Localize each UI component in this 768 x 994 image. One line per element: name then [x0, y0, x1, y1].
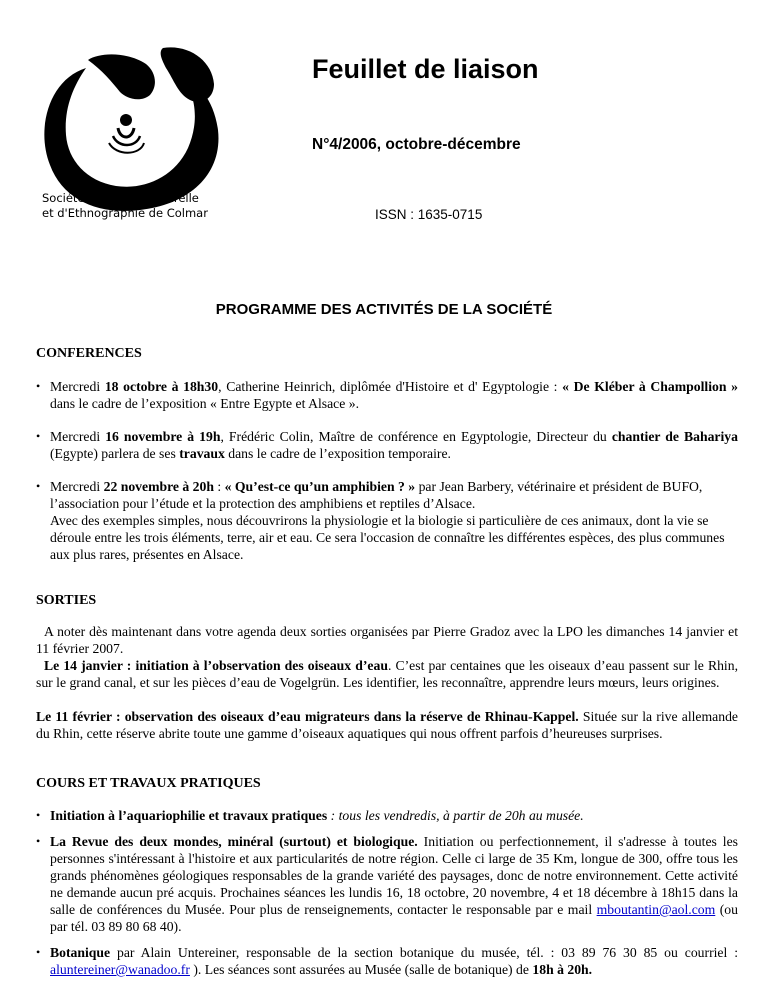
cours-item: • Initiation à l’aquariophilie et travaux pratiques : tous les vendredis, à partir de 20h au musée.: [36, 807, 738, 824]
program-title: PROGRAMME DES ACTIVITÉS DE LA SOCIÉTÉ: [215, 301, 553, 318]
sortie-1: Le 14 janvier : initiation à l’observation des oiseaux d’eau. C’est par centaines que les oiseaux d’eau passent sur le Rhin, sur le grand canal, et sur les pièces d’eau de Vogelgrün. Les identifier, les reconnaître, apprendre leurs mœurs, leurs origines.: [36, 658, 738, 690]
issn: ISSN : 1635-0715: [375, 207, 483, 222]
email-link-mboutantin[interactable]: mboutantin@aol.com: [596, 902, 716, 917]
email-link-aluntereiner[interactable]: aluntereiner@wanadoo.fr: [50, 962, 190, 977]
conference-item: • Mercredi 18 octobre à 18h30, Catherine Heinrich, diplômée d'Histoire et d' Egyptologie : « De Kléber à Champollion » dans le cadre de l’exposition « Entre Egypte et Alsace ».: [36, 378, 738, 412]
cours-heading: COURS ET TRAVAUX PRATIQUES: [36, 776, 261, 791]
page-title: Feuillet de liaison: [312, 54, 539, 84]
conference-item: • Mercredi 16 novembre à 19h, Frédéric Colin, Maître de conférence en Egyptologie, Directeur du chantier de Bahariya (Egypte) parlera de ses travaux dans le cadre de l’exposition temporaire.: [36, 428, 738, 462]
logo-caption: [42, 191, 262, 221]
logo-line-2: et d'Ethnographie de Colmar: [42, 206, 208, 220]
logo-line-1: Société d'Histoire Naturelle: [42, 191, 199, 205]
conference-description: Avec des exemples simples, nous découvrirons la physiologie et la biologie si particulière de ces animaux, dont la vie se déroule entre les trois éléments, terre, air et eau. Ce sera l'occasion de connaître les différentes espèces, des plus communes aux plus rares, présentes en Alsace.: [50, 513, 725, 562]
conferences-heading: CONFERENCES: [36, 346, 142, 361]
cours-item: • La Revue des deux mondes, minéral (surtout) et biologique. Initiation ou perfectionnement, il s'adresse à toutes les personnes s'intéressant à l'histoire et aux particularités de notre région. Celle ci large de 35 Km, longue de 300, offre tous les grands phénomènes géologiques responsables de la grande variété des paysages, donc de notre environnement. Cette activité ne demande aucun pré acquis. Prochaines séances les lundis 16, 18 octobre, 20 novembre, 4 et 18 décembre à 18h15 dans la salle de conférences du Musée. Pour plus de renseignements, contacter le responsable par e mail mboutantin@aol.com (ou par tél. 03 89 80 68 40).: [36, 833, 738, 935]
cours-item: • Botanique par Alain Untereiner, responsable de la section botanique du musée, tél. : 03 89 76 30 85 ou courriel : aluntereiner@wanadoo.fr ). Les séances sont assurées au Musée (salle de botanique) de 18h à 20h.: [36, 944, 738, 978]
sorties-heading: SORTIES: [36, 593, 97, 608]
issue-number: N°4/2006, octobre-décembre: [312, 136, 521, 153]
sorties-intro: A noter dès maintenant dans votre agenda deux sorties organisées par Pierre Gradoz avec la LPO les dimanches 14 janvier et 11 février 2007.: [36, 624, 738, 656]
sortie-2: Le 11 février : observation des oiseaux d’eau migrateurs dans la réserve de Rhinau-Kappel. Située sur la rive allemande du Rhin, cette réserve abrite toute une gamme d’oiseaux aquatiques qui nous offrent parfois d’heureuses surprises.: [36, 709, 738, 741]
conference-item: • Mercredi 22 novembre à 20h : « Qu’est-ce qu’un amphibien ? » par Jean Barbery, vétérinaire et président de BUFO, l’association pour l’étude et la protection des amphibiens et reptiles d’Alsace. Avec des exemples simples, nous découvrirons la physiologie et la biologie si particulière de ces animaux, dont la vie se déroule entre les trois éléments, terre, air et eau. Ce sera l'occasion de connaître les différentes espèces, des plus communes aux plus rares, présentes en Alsace.: [36, 478, 738, 563]
conferences-list: [36, 378, 738, 563]
cours-list: [36, 807, 738, 978]
